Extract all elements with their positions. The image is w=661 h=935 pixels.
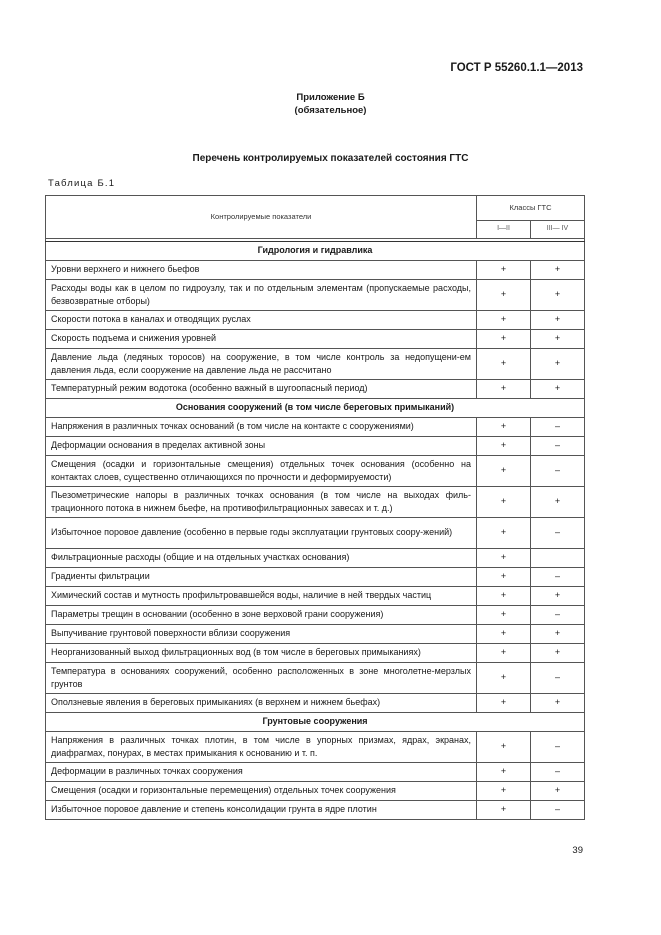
table-row xyxy=(46,662,585,693)
indicator-text: Выпучивание грунтовой поверхности вблизи сооружения xyxy=(46,624,477,643)
table-row xyxy=(46,643,585,662)
indicator-text: Избыточное поровое давление (особенно в первые годы эксплуатации грунтовых соору-жений) xyxy=(46,517,477,548)
table-row xyxy=(46,455,585,486)
class-3-4-mark xyxy=(531,548,585,567)
table-row xyxy=(46,781,585,800)
class-1-2-mark: + xyxy=(477,455,531,486)
class-1-2-mark: + xyxy=(477,517,531,548)
table-row xyxy=(46,624,585,643)
table-row xyxy=(46,800,585,819)
header-indicators: Контролируемые показатели xyxy=(46,196,477,239)
class-1-2-mark: + xyxy=(477,643,531,662)
section-title: Основания сооружений (в том числе береговых примыканий) xyxy=(46,398,585,417)
indicator-text: Неорганизованный выход фильтрационных вод (в том числе в береговых примыканиях) xyxy=(46,643,477,662)
class-3-4-mark: + xyxy=(531,486,585,517)
class-1-2-mark: + xyxy=(477,417,531,436)
table-row xyxy=(46,329,585,348)
class-1-2-mark: + xyxy=(477,548,531,567)
indicators-table xyxy=(45,195,585,820)
class-3-4-mark: – xyxy=(531,662,585,693)
class-3-4-mark: + xyxy=(531,781,585,800)
page-number: 39 xyxy=(572,845,583,856)
table-row xyxy=(46,379,585,398)
class-3-4-mark: + xyxy=(531,586,585,605)
indicator-text: Напряжения в различных точках плотин, в том числе в упорных призмах, ядрах, экранах, диафрагмах, понурах, в местах примыкания к основанию и т. п. xyxy=(46,731,477,762)
annex-heading xyxy=(0,91,661,117)
header-class-group-2: III— IV xyxy=(531,221,585,239)
class-1-2-mark: + xyxy=(477,329,531,348)
class-3-4-mark: + xyxy=(531,693,585,712)
header-class-group-1: I—II xyxy=(477,221,531,239)
indicator-text: Параметры трещин в основании (особенно в зоне верховой грани сооружения) xyxy=(46,605,477,624)
table-header-row xyxy=(46,196,585,221)
indicator-text: Скорости потока в каналах и отводящих руслах xyxy=(46,310,477,329)
class-1-2-mark: + xyxy=(477,586,531,605)
table-row xyxy=(46,260,585,279)
class-3-4-mark: + xyxy=(531,310,585,329)
class-3-4-mark: + xyxy=(531,260,585,279)
class-3-4-mark: – xyxy=(531,567,585,586)
indicator-text: Смещения (осадки и горизонтальные перемещения) отдельных точек сооружения xyxy=(46,781,477,800)
indicator-text: Деформации основания в пределах активной зоны xyxy=(46,436,477,455)
class-3-4-mark: – xyxy=(531,762,585,781)
class-1-2-mark: + xyxy=(477,567,531,586)
table-row xyxy=(46,693,585,712)
table-row xyxy=(46,348,585,379)
indicator-text: Градиенты фильтрации xyxy=(46,567,477,586)
indicator-text: Температура в основаниях сооружений, особенно расположенных в зоне многолетне-мерзлых грунтов xyxy=(46,662,477,693)
indicator-text: Температурный режим водотока (особенно важный в шугоопасный период) xyxy=(46,379,477,398)
indicator-text: Давление льда (ледяных торосов) на сооружение, в том числе контроль за недопущени-ем давления льда, если сооружение на давление льда не рассчитано xyxy=(46,348,477,379)
indicator-text: Уровни верхнего и нижнего бьефов xyxy=(46,260,477,279)
class-3-4-mark: + xyxy=(531,348,585,379)
section-title: Грунтовые сооружения xyxy=(46,712,585,731)
section-row xyxy=(46,398,585,417)
table-row xyxy=(46,279,585,310)
class-3-4-mark: + xyxy=(531,329,585,348)
indicator-text: Напряжения в различных точках оснований (в том числе на контакте с сооружениями) xyxy=(46,417,477,436)
class-3-4-mark: – xyxy=(531,605,585,624)
indicator-text: Расходы воды как в целом по гидроузлу, так и по отдельным элементам (пропускаемые расходы, безвозвратные отборы) xyxy=(46,279,477,310)
class-1-2-mark: + xyxy=(477,762,531,781)
class-1-2-mark: + xyxy=(477,260,531,279)
class-3-4-mark: – xyxy=(531,731,585,762)
table-row xyxy=(46,605,585,624)
class-3-4-mark: – xyxy=(531,800,585,819)
indicator-text: Химический состав и мутность профильтровавшейся воды, наличие в ней твердых частиц xyxy=(46,586,477,605)
class-1-2-mark: + xyxy=(477,731,531,762)
table-row xyxy=(46,548,585,567)
class-1-2-mark: + xyxy=(477,800,531,819)
annex-title: Приложение Б xyxy=(296,92,365,103)
class-1-2-mark: + xyxy=(477,436,531,455)
indicator-text: Пьезометрические напоры в различных точках основания (в том числе на выходах филь-трационного потока в нижнем бьефе, на противофильтрационных завесах и т. д.) xyxy=(46,486,477,517)
class-3-4-mark: – xyxy=(531,455,585,486)
class-3-4-mark: – xyxy=(531,517,585,548)
class-1-2-mark: + xyxy=(477,605,531,624)
table-row xyxy=(46,586,585,605)
document-title: Перечень контролируемых показателей состояния ГТС xyxy=(192,153,469,164)
table-body xyxy=(46,196,585,820)
class-3-4-mark: + xyxy=(531,643,585,662)
table-row xyxy=(46,417,585,436)
indicator-text: Деформации в различных точках сооружения xyxy=(46,762,477,781)
class-3-4-mark: + xyxy=(531,624,585,643)
document-code: ГОСТ Р 55260.1.1—2013 xyxy=(450,62,583,74)
table-row xyxy=(46,310,585,329)
class-1-2-mark: + xyxy=(477,781,531,800)
class-1-2-mark: + xyxy=(477,486,531,517)
table-row xyxy=(46,517,585,548)
class-1-2-mark: + xyxy=(477,379,531,398)
section-row xyxy=(46,712,585,731)
header-classes: Классы ГТС xyxy=(477,196,585,221)
class-1-2-mark: + xyxy=(477,348,531,379)
indicator-text: Скорость подъема и снижения уровней xyxy=(46,329,477,348)
indicator-text: Оползневые явления в береговых примыканиях (в верхнем и нижнем бьефах) xyxy=(46,693,477,712)
class-3-4-mark: – xyxy=(531,436,585,455)
class-1-2-mark: + xyxy=(477,693,531,712)
table-row xyxy=(46,486,585,517)
section-title: Гидрология и гидравлика xyxy=(46,241,585,260)
annex-subtitle: (обязательное) xyxy=(294,105,367,116)
class-1-2-mark: + xyxy=(477,310,531,329)
class-1-2-mark: + xyxy=(477,662,531,693)
table-row xyxy=(46,436,585,455)
class-1-2-mark: + xyxy=(477,624,531,643)
table-row xyxy=(46,731,585,762)
class-1-2-mark: + xyxy=(477,279,531,310)
indicator-text: Избыточное поровое давление и степень консолидации грунта в ядре плотин xyxy=(46,800,477,819)
class-3-4-mark: + xyxy=(531,379,585,398)
section-row xyxy=(46,241,585,260)
class-3-4-mark: – xyxy=(531,417,585,436)
table-caption: Таблица Б.1 xyxy=(48,178,116,189)
indicator-text: Смещения (осадки и горизонтальные смещения) отдельных точек основания (особенно на контактах слоев, существенно отличающихся по прочности и деформируемости) xyxy=(46,455,477,486)
indicator-text: Фильтрационные расходы (общие и на отдельных участках основания) xyxy=(46,548,477,567)
table-row xyxy=(46,762,585,781)
table-row xyxy=(46,567,585,586)
class-3-4-mark: + xyxy=(531,279,585,310)
